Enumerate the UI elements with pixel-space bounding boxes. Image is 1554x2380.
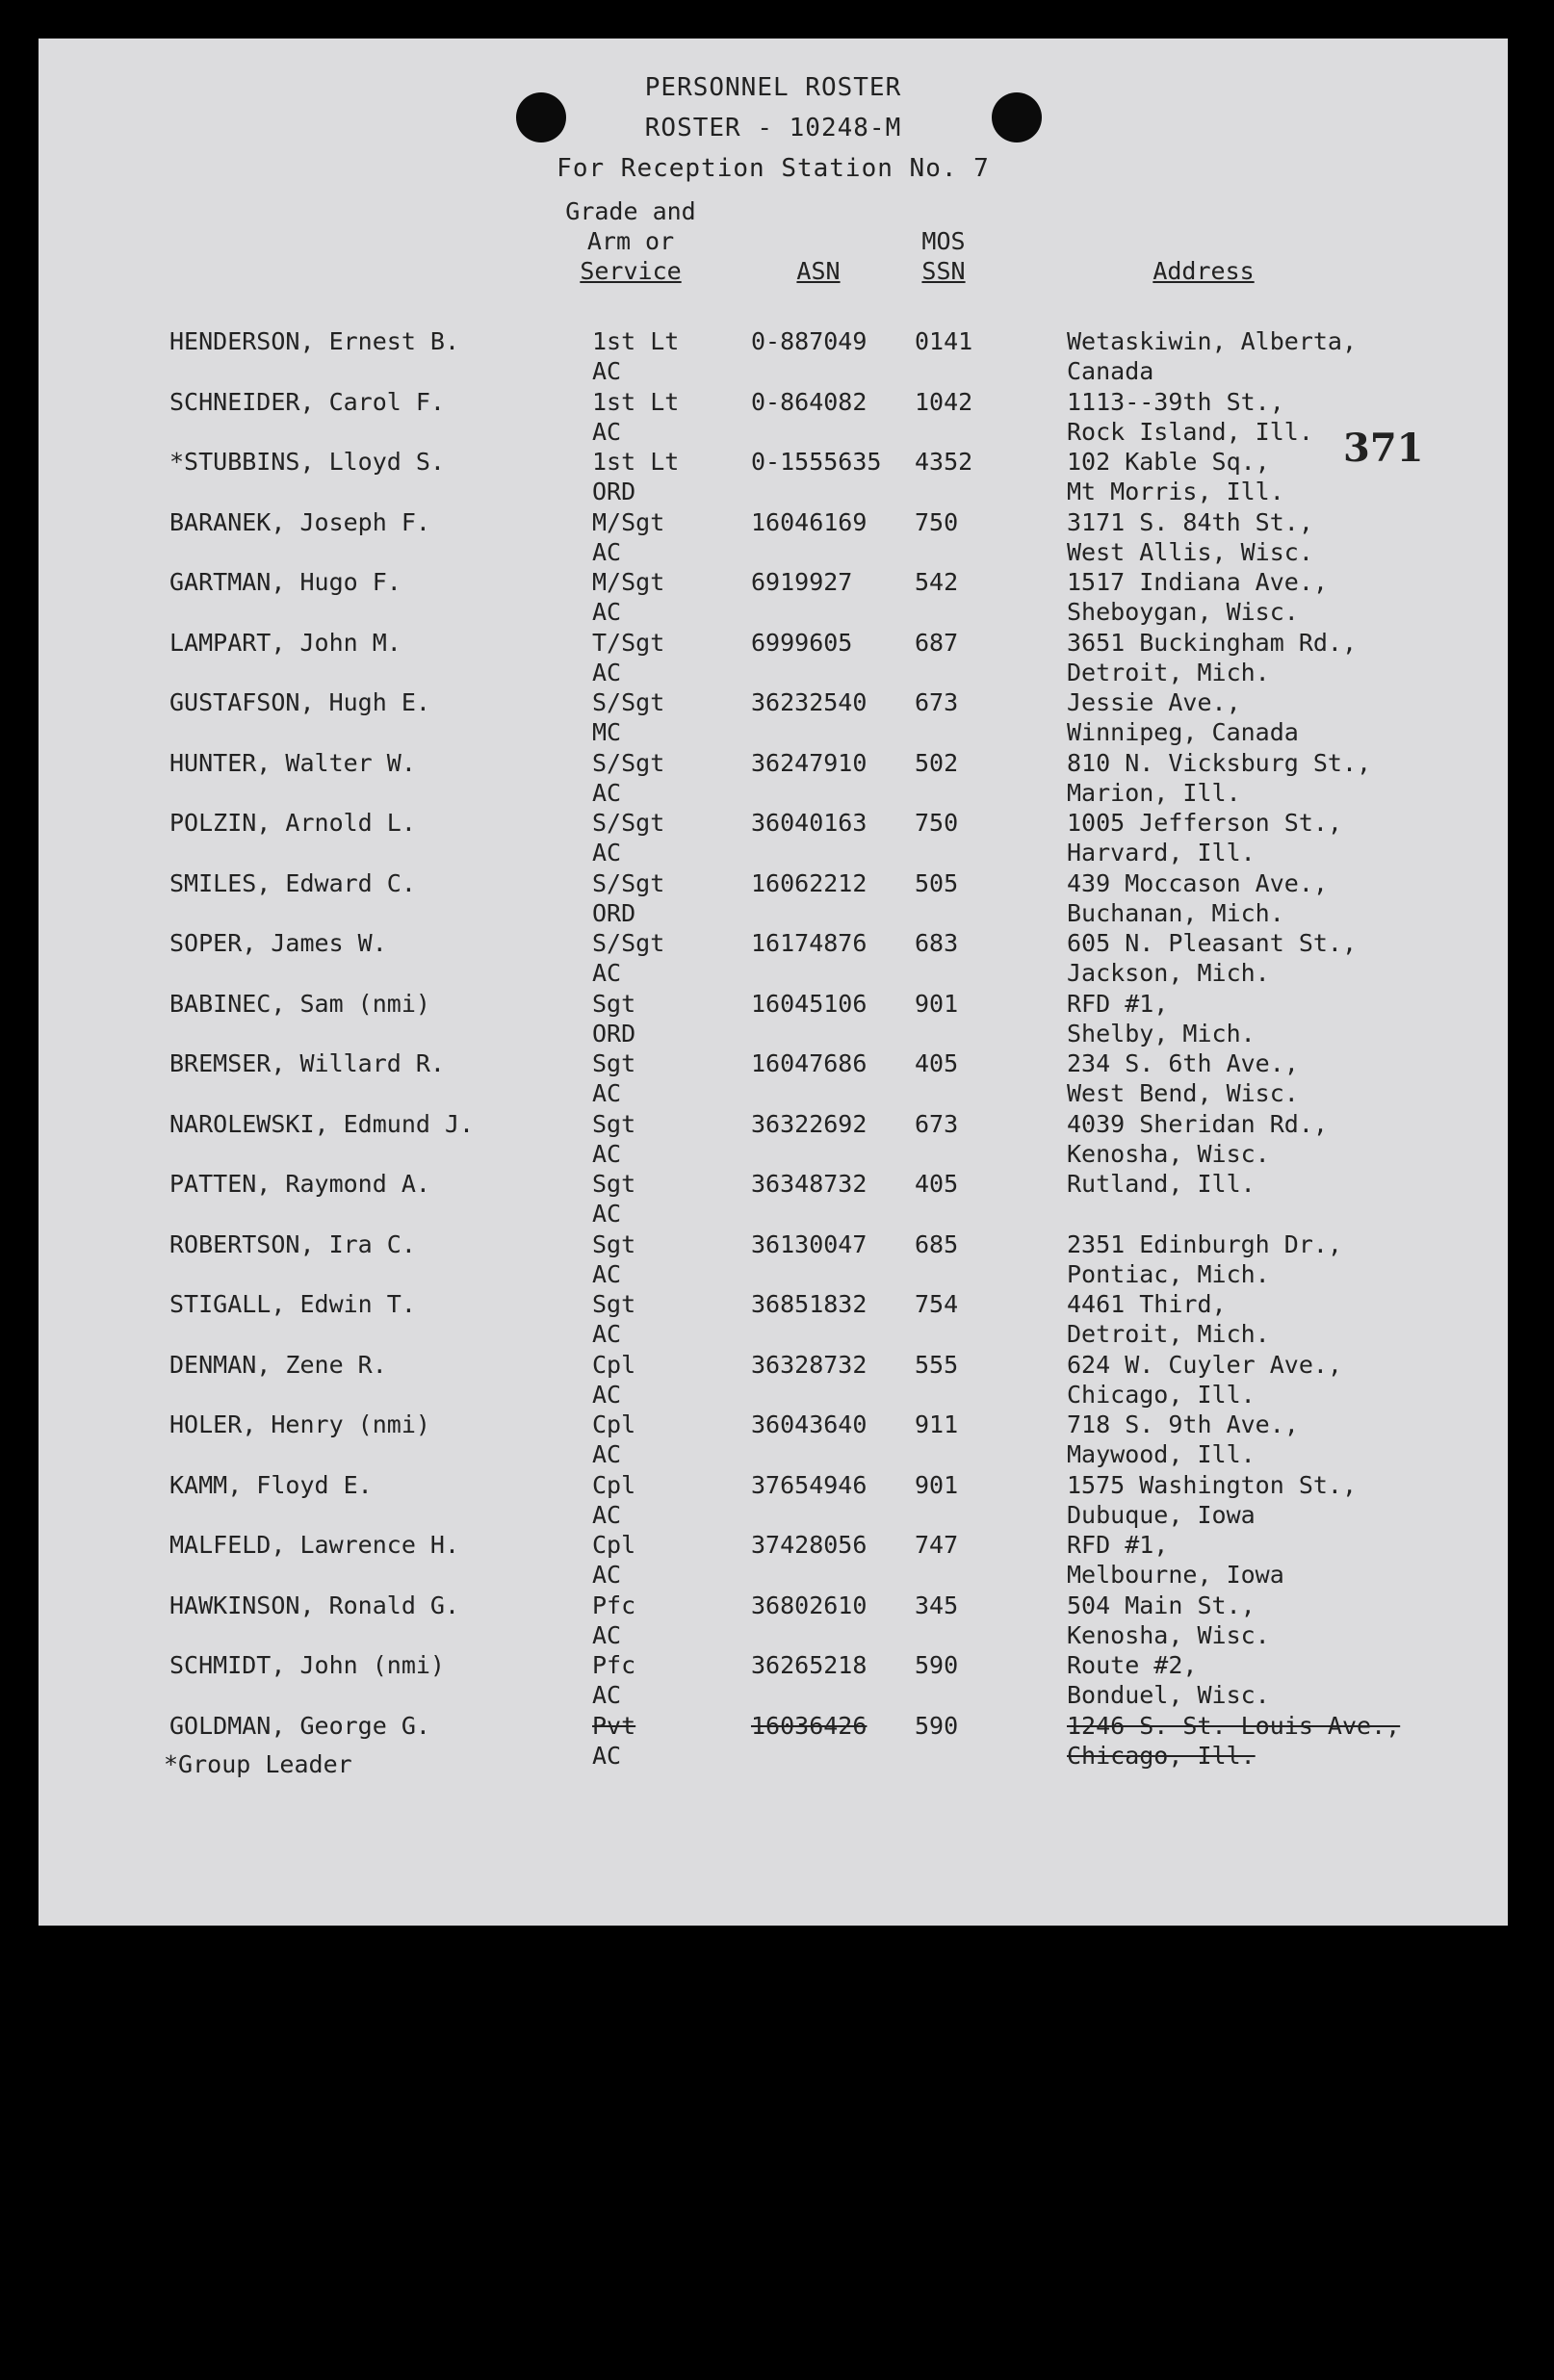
member-arm-or-service: ORD (592, 898, 636, 927)
member-mos: 555 (915, 1350, 959, 1379)
member-address-line1: 1575 Washington St., (1067, 1470, 1358, 1499)
member-arm-or-service: AC (592, 778, 622, 807)
roster-heading: PERSONNEL ROSTER (644, 73, 902, 102)
member-address-line2: Detroit, Mich. (1067, 1320, 1270, 1348)
member-mos: 747 (915, 1531, 959, 1559)
member-grade: Sgt (592, 1109, 636, 1138)
member-arm-or-service: AC (592, 1380, 622, 1409)
member-mos: 754 (915, 1290, 959, 1318)
member-name: STIGALL, Edwin T. (169, 1290, 416, 1318)
member-name: LAMPART, John M. (169, 628, 401, 657)
member-mos: 590 (915, 1711, 959, 1740)
member-name: GOLDMAN, George G. (169, 1711, 430, 1740)
member-asn: 0-864082 (751, 387, 868, 416)
member-asn: 36802610 (751, 1591, 868, 1619)
member-address-line1: 504 Main St., (1067, 1591, 1256, 1619)
roster-row (39, 749, 1508, 809)
member-grade: M/Sgt (592, 507, 665, 536)
member-name: SMILES, Edward C. (169, 868, 416, 897)
member-grade: Sgt (592, 1290, 636, 1318)
roster-row (39, 990, 1508, 1049)
member-address-line2: Kenosha, Wisc. (1067, 1139, 1270, 1168)
member-grade: Cpl (592, 1531, 636, 1559)
roster-row (39, 929, 1508, 989)
member-name: HOLER, Henry (nmi) (169, 1410, 430, 1438)
roster-row (39, 1110, 1508, 1170)
member-mos: 901 (915, 1470, 959, 1499)
member-address-line2: Pontiac, Mich. (1067, 1259, 1270, 1288)
member-address-line1: Wetaskiwin, Alberta, (1067, 327, 1358, 355)
member-arm-or-service: AC (592, 1139, 622, 1168)
member-asn: 37428056 (751, 1531, 868, 1559)
member-arm-or-service: ORD (592, 1019, 636, 1048)
roster-row (39, 1351, 1508, 1410)
member-mos: 685 (915, 1229, 959, 1258)
member-arm-or-service: AC (592, 959, 622, 987)
roster-row (39, 1651, 1508, 1711)
member-arm-or-service: MC (592, 718, 622, 746)
member-asn: 36232540 (751, 688, 868, 716)
member-grade: S/Sgt (592, 929, 665, 957)
member-grade: 1st Lt (592, 327, 680, 355)
member-asn: 16062212 (751, 868, 868, 897)
member-address-line2: West Allis, Wisc. (1067, 537, 1313, 566)
member-asn: 36043640 (751, 1410, 868, 1438)
member-address-line2: Canada (1067, 357, 1154, 385)
member-grade: 1st Lt (592, 387, 680, 416)
roster-row (39, 1531, 1508, 1591)
member-arm-or-service: AC (592, 1440, 622, 1468)
member-name: KAMM, Floyd E. (169, 1470, 373, 1499)
member-arm-or-service: AC (592, 1320, 622, 1348)
roster-row (39, 629, 1508, 688)
roster-row (39, 1170, 1508, 1229)
member-address-line1: 3171 S. 84th St., (1067, 507, 1313, 536)
member-name: DENMAN, Zene R. (169, 1350, 387, 1379)
member-grade: Pvt (592, 1711, 636, 1740)
member-arm-or-service: AC (592, 598, 622, 626)
member-grade: M/Sgt (592, 568, 665, 596)
member-address-line1: RFD #1, (1067, 989, 1169, 1018)
asn-column-header: ASN (796, 257, 841, 285)
member-grade: Cpl (592, 1410, 636, 1438)
member-arm-or-service: AC (592, 417, 622, 446)
member-mos: 405 (915, 1049, 959, 1077)
member-asn: 36265218 (751, 1651, 868, 1679)
roster-row (39, 869, 1508, 929)
member-address-line2: Detroit, Mich. (1067, 658, 1270, 686)
member-grade: T/Sgt (592, 628, 665, 657)
member-address-line2: Melbourne, Iowa (1067, 1561, 1284, 1589)
mos-column-header: MOS SSN (921, 227, 966, 285)
member-name: BABINEC, Sam (nmi) (169, 989, 430, 1018)
member-name: ROBERTSON, Ira C. (169, 1229, 416, 1258)
member-name: GARTMAN, Hugo F. (169, 568, 401, 596)
member-name: POLZIN, Arnold L. (169, 809, 416, 837)
member-name: BREMSER, Willard R. (169, 1049, 445, 1077)
member-address-line1: Rutland, Ill. (1067, 1170, 1256, 1198)
roster-row (39, 388, 1508, 448)
member-asn: 6999605 (751, 628, 853, 657)
member-asn: 16036426 (751, 1711, 868, 1740)
member-arm-or-service: AC (592, 537, 622, 566)
roster-row (39, 448, 1508, 507)
member-address-line1: 605 N. Pleasant St., (1067, 929, 1358, 957)
member-grade: Sgt (592, 1170, 636, 1198)
member-address-line2: Dubuque, Iowa (1067, 1500, 1256, 1529)
member-address-line2: Chicago, Ill. (1067, 1380, 1256, 1409)
member-asn: 16174876 (751, 929, 868, 957)
member-address-line2: Harvard, Ill. (1067, 839, 1256, 867)
address-column-header: Address (1153, 257, 1255, 285)
member-grade: Sgt (592, 1049, 636, 1077)
roster-row (39, 1290, 1508, 1350)
roster-row (39, 1471, 1508, 1531)
member-asn: 6919927 (751, 568, 853, 596)
member-address-line2: Winnipeg, Canada (1067, 718, 1299, 746)
member-arm-or-service: AC (592, 1741, 622, 1770)
member-mos: 687 (915, 628, 959, 657)
grade-column-header: Grade and Arm or Service (565, 197, 696, 285)
member-address-line2: Maywood, Ill. (1067, 1440, 1256, 1468)
member-mos: 345 (915, 1591, 959, 1619)
member-grade: Sgt (592, 1229, 636, 1258)
member-asn: 36040163 (751, 809, 868, 837)
member-address-line2: West Bend, Wisc. (1067, 1079, 1299, 1107)
member-address-line2: Rock Island, Ill. (1067, 417, 1313, 446)
member-mos: 505 (915, 868, 959, 897)
member-grade: Cpl (592, 1470, 636, 1499)
member-address-line1: 624 W. Cuyler Ave., (1067, 1350, 1342, 1379)
member-asn: 16047686 (751, 1049, 868, 1077)
member-asn: 36322692 (751, 1109, 868, 1138)
member-address-line1: RFD #1, (1067, 1531, 1169, 1559)
member-name: SOPER, James W. (169, 929, 387, 957)
member-name: NAROLEWSKI, Edmund J. (169, 1109, 475, 1138)
member-mos: 673 (915, 1109, 959, 1138)
member-name: HUNTER, Walter W. (169, 748, 416, 777)
reception-station: For Reception Station No. 7 (557, 154, 990, 183)
roster-row (39, 568, 1508, 628)
member-grade: Sgt (592, 989, 636, 1018)
member-asn: 36247910 (751, 748, 868, 777)
member-address-line1: 4461 Third, (1067, 1290, 1227, 1318)
member-name: SCHNEIDER, Carol F. (169, 387, 445, 416)
member-address-line2: Mt Morris, Ill. (1067, 478, 1284, 505)
member-address-line1: 810 N. Vicksburg St., (1067, 748, 1372, 777)
member-arm-or-service: AC (592, 1500, 622, 1529)
member-mos: 911 (915, 1410, 959, 1438)
member-name: *STUBBINS, Lloyd S. (169, 448, 445, 476)
member-grade: S/Sgt (592, 688, 665, 716)
member-address-line1: 234 S. 6th Ave., (1067, 1049, 1299, 1077)
member-name: BARANEK, Joseph F. (169, 507, 430, 536)
roster-row (39, 1591, 1508, 1651)
member-mos: 542 (915, 568, 959, 596)
member-address-line1: 102 Kable Sq., (1067, 448, 1270, 476)
member-asn: 0-1555635 (751, 448, 882, 476)
member-mos: 405 (915, 1170, 959, 1198)
member-address-line2: Shelby, Mich. (1067, 1019, 1256, 1048)
member-arm-or-service: AC (592, 357, 622, 385)
roster-row (39, 1049, 1508, 1109)
member-arm-or-service: AC (592, 1561, 622, 1589)
member-mos: 502 (915, 748, 959, 777)
roster-row (39, 809, 1508, 868)
page-number: 371 (1343, 426, 1424, 471)
member-asn: 36851832 (751, 1290, 868, 1318)
member-name: PATTEN, Raymond A. (169, 1170, 430, 1198)
member-mos: 0141 (915, 327, 973, 355)
member-address-line1: Route #2, (1067, 1651, 1198, 1679)
member-address-line1: 1517 Indiana Ave., (1067, 568, 1328, 596)
member-mos: 1042 (915, 387, 973, 416)
member-arm-or-service: AC (592, 658, 622, 686)
roster-row (39, 688, 1508, 748)
member-mos: 683 (915, 929, 959, 957)
member-address-line1: 2351 Edinburgh Dr., (1067, 1229, 1342, 1258)
member-asn: 36328732 (751, 1350, 868, 1379)
member-name: SCHMIDT, John (nmi) (169, 1651, 445, 1679)
member-address-line1: Jessie Ave., (1067, 688, 1241, 716)
member-mos: 750 (915, 507, 959, 536)
member-address-line2: Marion, Ill. (1067, 778, 1241, 807)
member-address-line1: 1005 Jefferson St., (1067, 809, 1342, 837)
roster-row (39, 508, 1508, 568)
member-address-line2: Sheboygan, Wisc. (1067, 598, 1299, 626)
member-address-line1: 1113--39th St., (1067, 387, 1284, 416)
roster-row (39, 1410, 1508, 1470)
member-address-line1: 3651 Buckingham Rd., (1067, 628, 1358, 657)
member-mos: 750 (915, 809, 959, 837)
footnote: *Group Leader (164, 1750, 352, 1778)
member-mos: 4352 (915, 448, 973, 476)
member-grade: S/Sgt (592, 809, 665, 837)
member-name: HENDERSON, Ernest B. (169, 327, 460, 355)
member-mos: 673 (915, 688, 959, 716)
member-address-line1: 4039 Sheridan Rd., (1067, 1109, 1328, 1138)
roster-row (39, 1230, 1508, 1290)
member-name: HAWKINSON, Ronald G. (169, 1591, 460, 1619)
member-name: MALFELD, Lawrence H. (169, 1531, 460, 1559)
member-asn: 0-887049 (751, 327, 868, 355)
member-asn: 16045106 (751, 989, 868, 1018)
member-address-line1: 439 Moccason Ave., (1067, 868, 1328, 897)
member-arm-or-service: AC (592, 1259, 622, 1288)
member-mos: 901 (915, 989, 959, 1018)
member-grade: S/Sgt (592, 748, 665, 777)
member-address-line2: Bonduel, Wisc. (1067, 1681, 1270, 1709)
member-arm-or-service: AC (592, 1681, 622, 1709)
member-address-line1: 1246 S. St. Louis Ave., (1067, 1711, 1401, 1740)
member-arm-or-service: AC (592, 1620, 622, 1649)
member-asn: 37654946 (751, 1470, 868, 1499)
roster-row (39, 327, 1508, 387)
member-address-line1: 718 S. 9th Ave., (1067, 1410, 1299, 1438)
member-grade: S/Sgt (592, 868, 665, 897)
member-grade: Pfc (592, 1591, 636, 1619)
member-asn: 36130047 (751, 1229, 868, 1258)
member-arm-or-service: AC (592, 1079, 622, 1107)
member-asn: 36348732 (751, 1170, 868, 1198)
member-address-line2: Jackson, Mich. (1067, 959, 1270, 987)
member-arm-or-service: AC (592, 839, 622, 867)
member-asn: 16046169 (751, 507, 868, 536)
roster-number: ROSTER - 10248-M (644, 114, 902, 142)
member-grade: 1st Lt (592, 448, 680, 476)
member-arm-or-service: AC (592, 1200, 622, 1228)
member-arm-or-service: ORD (592, 478, 636, 505)
member-address-line2: Kenosha, Wisc. (1067, 1620, 1270, 1649)
member-address-line2: Buchanan, Mich. (1067, 898, 1284, 927)
roster-page (39, 39, 1508, 1926)
member-address-line2: Chicago, Ill. (1067, 1741, 1256, 1770)
member-grade: Cpl (592, 1350, 636, 1379)
member-grade: Pfc (592, 1651, 636, 1679)
member-mos: 590 (915, 1651, 959, 1679)
member-name: GUSTAFSON, Hugh E. (169, 688, 430, 716)
